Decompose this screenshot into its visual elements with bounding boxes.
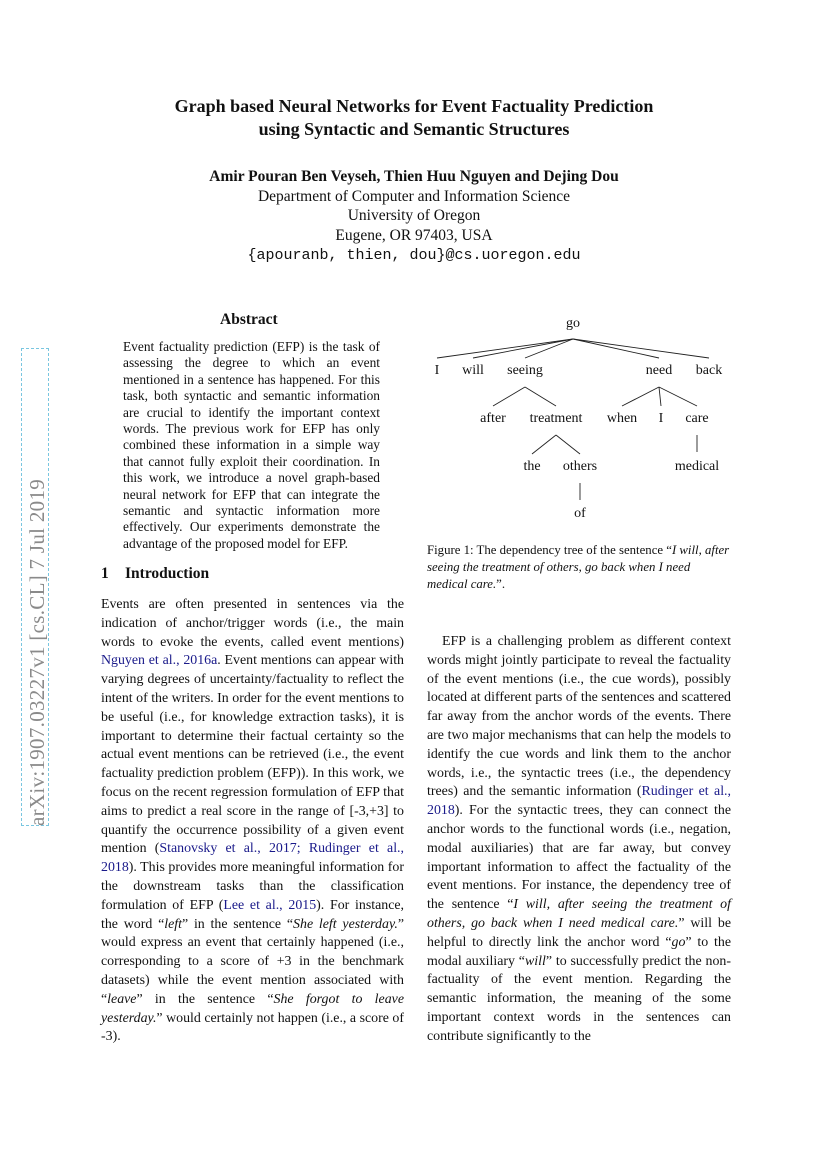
tree-word-when: when <box>606 411 638 426</box>
tree-word-seeing: seeing <box>507 363 543 378</box>
text-run: ). This provides more meaningful information for the downstream tasks than the classification formulation of EFP ( <box>101 860 404 913</box>
text-run: ” in the sentence “ <box>182 916 294 932</box>
tree-word-I: I <box>434 363 440 378</box>
text-run: ” would express an event that certainly happened (i.e., corresponding to a score of +3 in the benchmark datasets) while the event mention associated with “ <box>101 916 404 1007</box>
author-email: {apouranb, thien, dou}@cs.uoregon.edu <box>247 247 581 264</box>
edge-seeing-after <box>493 387 525 406</box>
author-block <box>60 167 768 266</box>
text-run: ” to the modal auxiliary “ <box>427 934 731 969</box>
caption-sentence: I will, after seeing the treatment of others, go back when I need medical care. <box>427 543 730 591</box>
tree-word-need: need <box>645 363 673 378</box>
paper-title <box>60 95 768 141</box>
text-run: EFP is a challenging problem as different context words might jointly participate to reveal the factuality of the event mentions (i.e., the cue words), possibly located at different parts of the sentences and scattered far away from the anchor words of the events. There are two major mechanisms that can help the models to identify the cue words and link them to the anchor words, i.e., the syntactic trees (i.e., the dependency trees) and the semantic information ( <box>427 634 731 800</box>
edge-treatment-the <box>532 435 556 454</box>
author-names: Amir Pouran Ben Veyseh, Thien Huu Nguyen and Dejing Dou <box>209 168 619 185</box>
tree-word-go: go <box>566 316 580 331</box>
citation-link[interactable]: Rudinger et al., 2018 <box>427 784 732 819</box>
text-run: ). For the syntactic trees, they can connect the anchor words to the functional words (i.e., negation, modal auxiliaries) that are far away, but convey important information to affect the factuality of the event mentions. For instance, the dependency tree of the sentence “ <box>427 803 731 913</box>
tree-word-care: care <box>685 411 709 426</box>
tree-word-I-2: I <box>658 411 664 426</box>
citation-link[interactable]: Nguyen et al., 2016a <box>101 653 218 669</box>
figure-dependency-tree <box>423 310 739 525</box>
edge-go-I <box>437 339 573 358</box>
caption-text: ”. <box>496 577 506 591</box>
intro-paragraph-2 <box>427 633 731 1047</box>
edge-need-when <box>622 387 659 406</box>
text-run: . Event mentions can appear with varying degrees of uncertainty/factuality to reflect the intent of the writers. In order for the event mentions to be useful (i.e., for knowledge extraction tasks), it is important to determine their factual certainty so the actual event mentions can be retrieved (i.e., the event factuality prediction problem (EFP)). In this work, we focus on the recent regression formulation of EFP that aims to predict a real score in the range of [-3,+3] to quantify the occurrence possibility of a given event mention ( <box>101 653 404 857</box>
tree-word-of: of <box>574 506 586 521</box>
italic-run: left <box>164 916 182 932</box>
text-run: Events are often presented in sentences via the indication of anchor/trigger words (i.e., the main words to evoke the events, called event mentions) <box>101 597 404 650</box>
intro-paragraph-1 <box>101 596 404 1047</box>
italic-run: I will, after seeing the treatment of others, go back when I need medical care. <box>427 897 731 931</box>
tree-word-treatment: treatment <box>529 411 583 426</box>
italic-run: go <box>671 934 686 950</box>
section-number: 1 <box>101 565 109 582</box>
tree-word-will: will <box>462 363 484 378</box>
edge-go-need <box>573 339 659 358</box>
text-run: ” will be helpful to directly link the anchor word “ <box>427 915 731 950</box>
title-line-1: Graph based Neural Networks for Event Factuality Prediction <box>174 96 654 116</box>
caption-text: Figure 1: The dependency tree of the sentence “ <box>427 543 672 557</box>
affiliation: Department of Computer and Information Science <box>257 187 571 205</box>
arxiv-id: arXiv:1907.03227v1 [cs.CL] 7 Jul 2019 <box>25 478 49 826</box>
tree-word-others: others <box>562 459 598 474</box>
italic-run: She forgot to leave yesterday. <box>101 991 404 1026</box>
tree-word-after: after <box>480 411 506 426</box>
text-run: ” to successfully predict the non-factuality of the event mention. Regarding the semantic information, the meaning of the some important context words in the sentences can contribute significantly to the <box>427 953 731 1044</box>
text-run: ). For instance, the word “ <box>101 897 405 932</box>
edge-go-will <box>473 339 573 358</box>
text-run: ” in the sentence “ <box>136 991 274 1007</box>
edge-go-seeing <box>525 339 573 358</box>
section-heading-introduction <box>101 565 209 583</box>
edge-go-back <box>573 339 709 358</box>
italic-run: leave <box>107 991 137 1007</box>
location: Eugene, OR 97403, USA <box>335 226 493 244</box>
citation-link[interactable]: Lee et al., 2015 <box>223 897 317 913</box>
figure-caption <box>427 542 732 593</box>
abstract-text: Event factuality prediction (EFP) is the task of assessing the degree to which an event mentioned in a sentence has happened. For this task, both syntactic and semantic information are crucial to identify the important context words. The previous work for EFP has only combined these information in a simple way that cannot fully exploit their coordination. In this work, we introduce a novel graph-based neural network for EFP that can integrate the semantic and syntactic information more effectively. Our experiments demonstrate the advantage of the proposed model for EFP. <box>123 339 380 551</box>
citation-link[interactable]: Stanovsky et al., 2017; Rudinger et al., 2018 <box>101 841 405 876</box>
tree-word-medical: medical <box>674 459 720 474</box>
italic-run: will <box>524 953 546 969</box>
edge-need-care <box>659 387 697 406</box>
tree-word-the: the <box>523 459 541 474</box>
edge-treatment-others <box>556 435 580 454</box>
tree-word-back: back <box>695 363 723 378</box>
arxiv-stamp <box>26 350 48 826</box>
italic-run: She left yesterday. <box>293 916 398 932</box>
text-run: ” would certainly not happen (i.e., a score of -3). <box>101 1010 404 1045</box>
title-line-2: using Syntactic and Semantic Structures <box>258 119 570 139</box>
edge-seeing-treatment <box>525 387 556 406</box>
section-title: Introduction <box>125 565 210 582</box>
university: University of Oregon <box>347 207 481 224</box>
edge-need-I <box>659 387 661 406</box>
abstract-heading: Abstract <box>220 311 278 328</box>
